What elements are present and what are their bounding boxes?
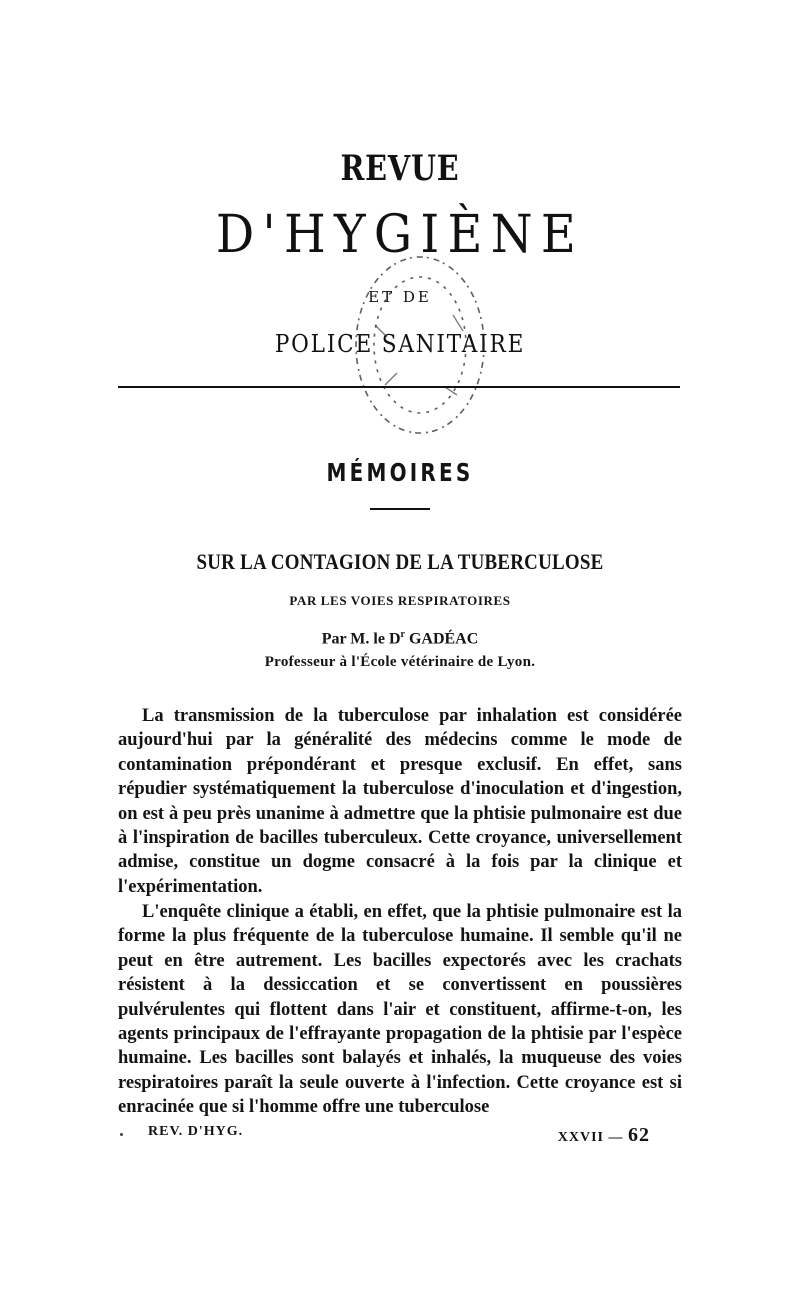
body-paragraph-2: L'enquête clinique a établi, en effet, que la phtisie pulmonaire est la forme la plus fréquente de la tuberculose humaine. Il semble qu'il ne peut en être autrement. Les bacilles expectorés avec les crachats résistent à la dessiccation et se convertissent en poussières pulvérulentes qui flottent dans l'air et constituent, affirme-t-on, les agents principaux de l'effrayante propagation de la phtisie par l'espèce humaine. Les bacilles sont balayés et inhalés, la muqueuse des voies respiratoires paraît la seule ouverte à l'infection. Cette croyance est si enracinée que si l'homme offre une tuberculose — [118, 902, 682, 1118]
body-paragraph-1: La transmission de la tuberculose par inhalation est considérée aujourd'hui par la généralité des médecins comme le mode de contamination prépondérant et presque exclusif. En effet, sans répudier systématiquement la tuberculose d'inoculation et d'ingestion, on est à peu près unanime à admettre que la phtisie pulmonaire est due à l'inspiration de bacilles tuberculeux. Cette croyance, universellement admise, constitue un dogme consacré à la fois par la clinique et l'expérimentation. — [118, 706, 682, 897]
byline-author: GADÉAC — [408, 630, 479, 648]
masthead-line-hygiene: D'HYGIÈNE — [215, 205, 585, 265]
footer-page-number: 62 — [628, 1124, 650, 1146]
byline-superscript: r — [400, 629, 405, 640]
footer-volume: XXVII — — [557, 1130, 624, 1145]
section-divider — [370, 508, 430, 510]
article-subtitle: PAR LES VOIES RESPIRATOIRES — [289, 593, 511, 608]
section-heading: MÉMOIRES — [326, 458, 474, 487]
masthead-line-et-de: ET DE — [368, 288, 432, 306]
footer-bullet — [120, 1133, 123, 1136]
article-title: SUR LA CONTAGION DE LA TUBERCULOSE — [196, 549, 604, 574]
article-byline — [0, 629, 800, 648]
byline-prefix: Par M. le D — [321, 630, 401, 648]
library-stamp-icon — [345, 245, 495, 445]
footer-signature — [558, 1124, 650, 1147]
masthead-line-police-sanitaire: POLICE SANITAIRE — [274, 330, 526, 358]
masthead-line-revue: REVUE — [340, 148, 460, 189]
article-affiliation: Professeur à l'École vétérinaire de Lyon. — [264, 654, 536, 670]
footer-journal-abbrev: REV. D'HYG. — [148, 1124, 244, 1139]
masthead-divider — [118, 386, 680, 388]
